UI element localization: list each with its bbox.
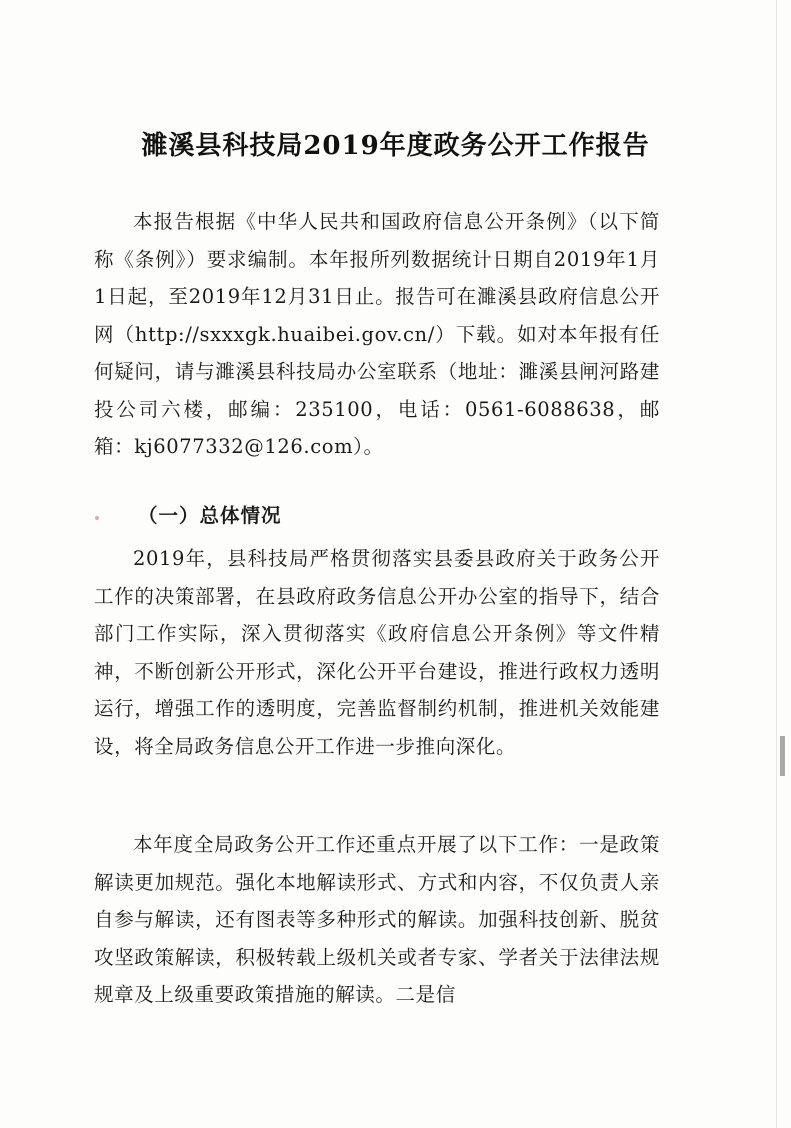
scan-edge-line — [776, 0, 777, 1128]
document-title: 濉溪县科技局2019年度政务公开工作报告 — [141, 131, 650, 162]
scan-binding-mark — [780, 736, 785, 776]
section-heading-overview: （一）总体情况 — [138, 504, 282, 527]
intro-paragraph: 本报告根据《中华人民共和国政府信息公开条例》（以下简称《条例》）要求编制。本年报所列数据统计日期自2019年1月1日起，至2019年12月31日止。报告可在濉溪县政府信息公开网（http://sxxxgk.huaibei.gov.cn/）下载。如对本年报有任何疑问，请与濉溪县科技局办公室联系（地址：濉溪县闸河路建投公司六楼，邮编：235100，电话：0561-6088638，邮箱：kj6077332@126.com）。 — [94, 210, 660, 458]
scan-speck — [95, 516, 99, 520]
overview-paragraph-2: 本年度全局政务公开工作还重点开展了以下工作：一是政策解读更加规范。强化本地解读形式、方式和内容，不仅负责人亲自参与解读，还有图表等多种形式的解读。加强科技创新、脱贫攻坚政策解读，积极转载上级机关或者专家、学者关于法律法规规章及上级重要政策措施的解读。二是信 — [94, 833, 660, 1006]
overview-paragraph-1: 2019年，县科技局严格贯彻落实县委县政府关于政务公开工作的决策部署，在县政府政务信息公开办公室的指导下，结合部门工作实际，深入贯彻落实《政府信息公开条例》等文件精神，不断创新公开形式，深化公开平台建设，推进行政权力透明运行，增强工作的透明度，完善监督制约机制，推进机关效能建设，将全局政务信息公开工作进一步推向深化。 — [94, 547, 660, 758]
